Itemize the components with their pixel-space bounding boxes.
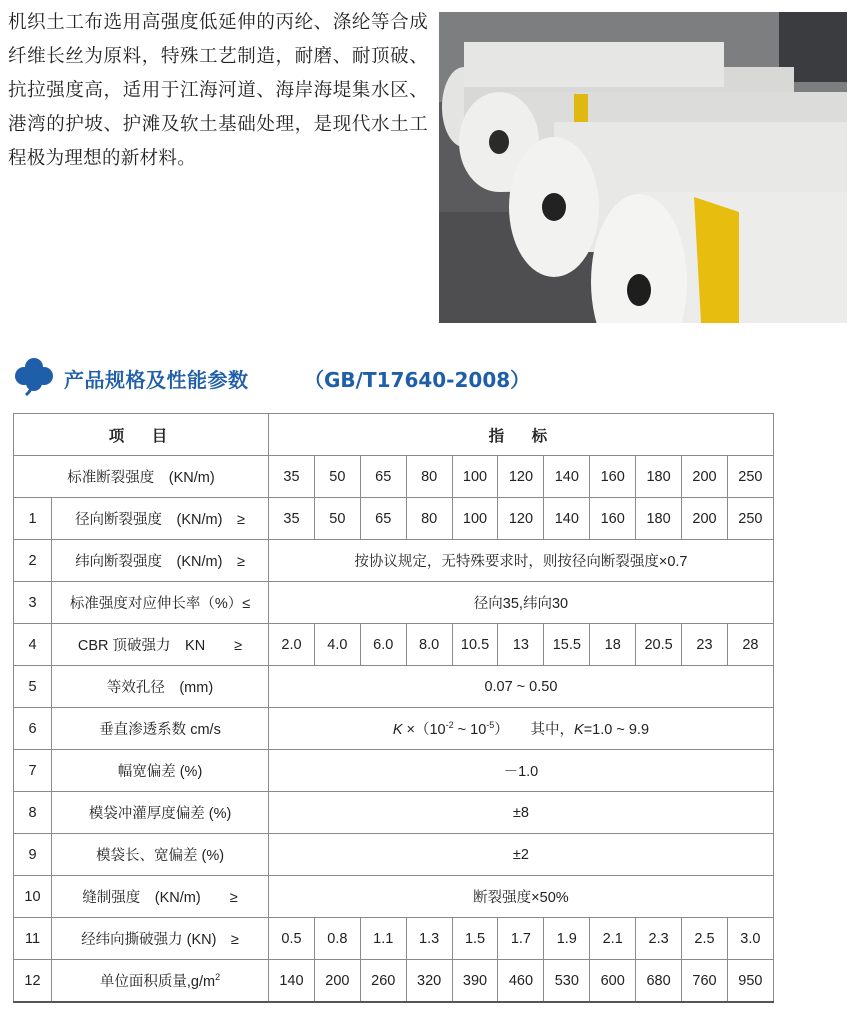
row-value: 2.1 — [590, 918, 636, 960]
spec-value: 200 — [682, 456, 728, 498]
formula-part: -2 — [445, 720, 454, 731]
row-label — [52, 918, 269, 960]
row-value: 1.9 — [544, 918, 590, 960]
table-row — [14, 708, 774, 750]
row-label — [52, 834, 269, 876]
row-label — [52, 498, 269, 540]
row-value: 320 — [406, 960, 452, 1003]
table-row — [14, 750, 774, 792]
header-item: 项 目 — [14, 414, 269, 456]
intro-paragraph: 机织土工布选用高强度低延伸的丙纶、涤纶等合成纤维长丝为原料，特殊工艺制造，耐磨、耐顶破、抗拉强度高，适用于江海河道、海岸海堤集水区、港湾的护坡、护滩及软土基础处理，是现代水土工程极为理想的新材料。 — [8, 12, 428, 169]
row-value: 4.0 — [314, 624, 360, 666]
row-number: 10 — [14, 876, 52, 918]
formula-part: ~ 10 — [453, 722, 487, 738]
row-label-text: 缝制强度 (KN/m) ≥ — [82, 890, 238, 906]
section-standard: （GB/T17640-2008） — [304, 368, 531, 392]
row-value: 80 — [406, 498, 452, 540]
spec-value: 180 — [636, 456, 682, 498]
table-row — [14, 666, 774, 708]
row-value: 10.5 — [452, 624, 498, 666]
row-number: 12 — [14, 960, 52, 1003]
spec-value: 80 — [406, 456, 452, 498]
row-value: 35 — [269, 498, 315, 540]
row-value: 1.7 — [498, 918, 544, 960]
row-label-text: 单位面积质量,g/m — [99, 974, 216, 990]
table-row — [14, 540, 774, 582]
row-value: 2.3 — [636, 918, 682, 960]
row-value: 160 — [590, 498, 636, 540]
header-index: 指 标 — [269, 414, 774, 456]
row-label — [52, 750, 269, 792]
table-row — [14, 624, 774, 666]
formula-part: K — [574, 722, 584, 738]
row-value: 50 — [314, 498, 360, 540]
row-value: 2.5 — [682, 918, 728, 960]
row-value: 0.8 — [314, 918, 360, 960]
row-value: 530 — [544, 960, 590, 1003]
row-merged-value: 按协议规定，无特殊要求时，则按径向断裂强度×0.7 — [269, 540, 774, 582]
row-value: 18 — [590, 624, 636, 666]
row-number: 4 — [14, 624, 52, 666]
formula-part: -5 — [486, 720, 495, 731]
row-label-text: 经纬向撕破强力 (KN) ≥ — [81, 932, 239, 948]
table-row — [14, 792, 774, 834]
row-merged-value: 0.07 ~ 0.50 — [269, 666, 774, 708]
row-value: 460 — [498, 960, 544, 1003]
spec-value: 35 — [269, 456, 315, 498]
row-label-text: 模袋长、宽偏差 (%) — [95, 848, 225, 864]
spec-row — [14, 456, 774, 498]
row-value: 1.5 — [452, 918, 498, 960]
row-value: 180 — [636, 498, 682, 540]
row-label — [52, 582, 269, 624]
section-header — [14, 356, 614, 400]
table-row — [14, 834, 774, 876]
row-label — [52, 624, 269, 666]
row-number: 7 — [14, 750, 52, 792]
spec-value: 250 — [727, 456, 773, 498]
row-label-text: 垂直渗透系数 cm/s — [99, 722, 221, 738]
spec-value: 65 — [360, 456, 406, 498]
row-number: 8 — [14, 792, 52, 834]
row-label — [52, 666, 269, 708]
row-merged-value: 径向35,纬向30 — [269, 582, 774, 624]
formula-part: ×（10 — [402, 722, 446, 738]
table-row — [14, 498, 774, 540]
table-row — [14, 876, 774, 918]
spec-value: 120 — [498, 456, 544, 498]
row-value: 390 — [452, 960, 498, 1003]
row-label-text: 模袋冲灌厚度偏差 (%) — [88, 806, 232, 822]
formula-part: K — [392, 722, 403, 738]
spec-value: 50 — [314, 456, 360, 498]
row-value: 20.5 — [636, 624, 682, 666]
row-value: 15.5 — [544, 624, 590, 666]
row-label-text: 标准强度对应伸长率（%）≤ — [69, 596, 251, 612]
table-row — [14, 960, 774, 1003]
table-row — [14, 582, 774, 624]
row-value: 0.5 — [269, 918, 315, 960]
row-value: 200 — [314, 960, 360, 1003]
formula-part: =1.0 ~ 9.9 — [583, 722, 650, 738]
spec-table — [13, 413, 774, 1003]
row-value: 13 — [498, 624, 544, 666]
row-value: 260 — [360, 960, 406, 1003]
row-value: 100 — [452, 498, 498, 540]
row-value: 1.1 — [360, 918, 406, 960]
row-label — [52, 708, 269, 750]
row-label-text: 径向断裂强度 (KN/m) ≥ — [75, 512, 245, 528]
row-value: 23 — [682, 624, 728, 666]
row-merged-value: 断裂强度×50% — [269, 876, 774, 918]
row-label — [52, 540, 269, 582]
row-label-text: 纬向断裂强度 (KN/m) ≥ — [75, 554, 245, 570]
row-label — [52, 792, 269, 834]
spec-value: 100 — [452, 456, 498, 498]
row-value: 680 — [636, 960, 682, 1003]
row-label-text: 幅宽偏差 (%) — [117, 764, 203, 780]
row-value: 600 — [590, 960, 636, 1003]
row-value: 65 — [360, 498, 406, 540]
row-value: 950 — [727, 960, 773, 1003]
row-value: 250 — [727, 498, 773, 540]
row-label — [52, 960, 269, 1003]
spec-value: 140 — [544, 456, 590, 498]
row-number: 11 — [14, 918, 52, 960]
clover-icon — [14, 356, 54, 396]
formula-part: ） 其中， — [494, 722, 575, 738]
row-value: 28 — [727, 624, 773, 666]
row-number: 1 — [14, 498, 52, 540]
row-merged-value: －1.0 — [269, 750, 774, 792]
row-value: 140 — [269, 960, 315, 1003]
row-merged-value: ±8 — [269, 792, 774, 834]
spec-value: 160 — [590, 456, 636, 498]
row-number: 5 — [14, 666, 52, 708]
row-value: 3.0 — [727, 918, 773, 960]
table-header-row — [14, 414, 774, 456]
row-merged-value — [269, 708, 774, 750]
row-number: 6 — [14, 708, 52, 750]
section-title: 产品规格及性能参数 — [64, 368, 249, 392]
row-value: 8.0 — [406, 624, 452, 666]
spec-row-label: 标准断裂强度 (KN/m) — [14, 456, 269, 498]
row-number: 3 — [14, 582, 52, 624]
row-number: 9 — [14, 834, 52, 876]
row-number: 2 — [14, 540, 52, 582]
row-label-text: 等效孔径 (mm) — [106, 680, 214, 696]
row-value: 140 — [544, 498, 590, 540]
row-label-text: CBR 顶破强力 KN ≥ — [77, 638, 243, 654]
row-value: 2.0 — [269, 624, 315, 666]
row-value: 200 — [682, 498, 728, 540]
row-label — [52, 876, 269, 918]
row-value: 760 — [682, 960, 728, 1003]
row-merged-value: ±2 — [269, 834, 774, 876]
row-value: 120 — [498, 498, 544, 540]
row-label-superscript: 2 — [215, 972, 221, 983]
product-photo — [439, 12, 847, 323]
row-value: 1.3 — [406, 918, 452, 960]
table-row — [14, 918, 774, 960]
row-value: 6.0 — [360, 624, 406, 666]
